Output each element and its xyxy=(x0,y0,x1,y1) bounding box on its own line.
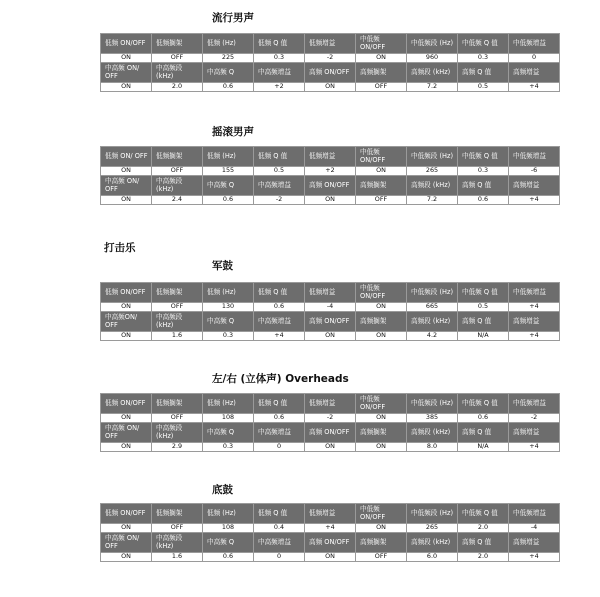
value-cell: 265 xyxy=(407,167,458,176)
header-cell: 低频 ON/OFF xyxy=(101,394,152,414)
table-title-rock-male: 摇滚男声 xyxy=(212,126,254,138)
value-cell: +2 xyxy=(305,167,356,176)
value-cell: 7.2 xyxy=(407,83,458,92)
header-cell: 低频增益 xyxy=(305,34,356,54)
header-cell: 高频 Q 值 xyxy=(458,533,509,553)
header-cell: 中低频 Q 值 xyxy=(458,283,509,303)
value-row xyxy=(101,303,560,312)
header-cell: 低频增益 xyxy=(305,394,356,414)
value-cell: ON xyxy=(101,303,152,312)
value-cell: ON xyxy=(356,524,407,533)
header-cell: 中低频增益 xyxy=(509,34,560,54)
value-cell: ON xyxy=(101,524,152,533)
header-cell: 中高频段 (kHz) xyxy=(152,312,203,332)
header-row xyxy=(101,504,560,524)
header-cell: 中高频 Q xyxy=(203,312,254,332)
header-row xyxy=(101,312,560,332)
value-cell: 7.2 xyxy=(407,196,458,205)
value-cell: ON xyxy=(356,414,407,423)
value-cell: 155 xyxy=(203,167,254,176)
header-cell: 中高频 Q xyxy=(203,176,254,196)
header-cell: 中低频 Q 值 xyxy=(458,394,509,414)
value-row xyxy=(101,414,560,423)
header-cell: 低频 ON/OFF xyxy=(101,283,152,303)
value-cell: ON xyxy=(305,443,356,452)
value-cell: 0.4 xyxy=(254,524,305,533)
header-cell: 低频 Q 值 xyxy=(254,504,305,524)
value-cell: 2.9 xyxy=(152,443,203,452)
header-cell: 中高频增益 xyxy=(254,312,305,332)
header-cell: 中低频 ON/OFF xyxy=(356,283,407,303)
header-cell: 低频增益 xyxy=(305,504,356,524)
eq-settings-table xyxy=(100,393,560,452)
value-cell: 665 xyxy=(407,303,458,312)
value-cell: ON xyxy=(305,83,356,92)
header-cell: 高频 ON/OFF xyxy=(305,533,356,553)
value-cell: ON xyxy=(101,196,152,205)
value-cell: N/A xyxy=(458,443,509,452)
header-row xyxy=(101,533,560,553)
value-cell: 0.3 xyxy=(458,54,509,63)
eq-settings-table xyxy=(100,282,560,341)
value-cell: -2 xyxy=(305,54,356,63)
header-cell: 中低频增益 xyxy=(509,504,560,524)
value-cell: ON xyxy=(305,553,356,562)
value-cell: 265 xyxy=(407,524,458,533)
table-title-snare: 军鼓 xyxy=(212,260,233,272)
value-cell: 0.3 xyxy=(203,332,254,341)
value-cell: 2.0 xyxy=(458,524,509,533)
header-cell: 高频 Q 值 xyxy=(458,63,509,83)
header-cell: 高频 ON/OFF xyxy=(305,63,356,83)
value-cell: ON xyxy=(305,196,356,205)
value-cell: +4 xyxy=(305,524,356,533)
value-cell: 2.4 xyxy=(152,196,203,205)
header-cell: 高频段 (kHz) xyxy=(407,423,458,443)
value-cell: 0.6 xyxy=(458,196,509,205)
value-cell: OFF xyxy=(152,303,203,312)
header-cell: 中低频段 (Hz) xyxy=(407,394,458,414)
header-cell: 低频增益 xyxy=(305,147,356,167)
header-cell: 中高频 ON/ OFF xyxy=(101,423,152,443)
header-cell: 中低频 ON/OFF xyxy=(356,147,407,167)
header-cell: 低频 (Hz) xyxy=(203,34,254,54)
header-cell: 高频 Q 值 xyxy=(458,423,509,443)
header-cell: 中高频增益 xyxy=(254,176,305,196)
header-cell: 低频 (Hz) xyxy=(203,147,254,167)
header-cell: 中低频 ON/OFF xyxy=(356,34,407,54)
value-cell: +4 xyxy=(509,443,560,452)
header-cell: 中高频ON/ OFF xyxy=(101,312,152,332)
value-cell: +4 xyxy=(509,332,560,341)
header-cell: 高频段 (kHz) xyxy=(407,63,458,83)
value-cell: ON xyxy=(101,54,152,63)
value-cell: 2.0 xyxy=(458,553,509,562)
value-cell: OFF xyxy=(152,167,203,176)
value-cell: 0.3 xyxy=(254,54,305,63)
header-cell: 高频增益 xyxy=(509,312,560,332)
header-cell: 低频搁架 xyxy=(152,34,203,54)
header-cell: 高频段 (kHz) xyxy=(407,312,458,332)
value-cell: ON xyxy=(101,332,152,341)
value-cell: 0.6 xyxy=(254,303,305,312)
header-cell: 低频 Q 值 xyxy=(254,34,305,54)
value-cell: 960 xyxy=(407,54,458,63)
header-cell: 高频增益 xyxy=(509,423,560,443)
header-cell: 低频 (Hz) xyxy=(203,394,254,414)
value-row xyxy=(101,83,560,92)
value-cell: N/A xyxy=(458,332,509,341)
header-cell: 中高频 ON/ OFF xyxy=(101,176,152,196)
header-cell: 中低频 ON/OFF xyxy=(356,394,407,414)
value-cell: 1.6 xyxy=(152,332,203,341)
value-cell: ON xyxy=(101,443,152,452)
header-cell: 中低频 Q 值 xyxy=(458,34,509,54)
value-row xyxy=(101,553,560,562)
value-cell: ON xyxy=(356,332,407,341)
value-cell: 0 xyxy=(254,443,305,452)
header-cell: 中高频 Q xyxy=(203,63,254,83)
header-row xyxy=(101,63,560,83)
value-cell: 0.5 xyxy=(458,83,509,92)
eq-settings-table xyxy=(100,503,560,562)
header-cell: 高频搁架 xyxy=(356,312,407,332)
header-cell: 高频 Q 值 xyxy=(458,312,509,332)
header-cell: 高频 ON/OFF xyxy=(305,176,356,196)
value-cell: ON xyxy=(356,167,407,176)
value-cell: 2.0 xyxy=(152,83,203,92)
header-cell: 低频增益 xyxy=(305,283,356,303)
header-cell: 低频 (Hz) xyxy=(203,283,254,303)
value-cell: +4 xyxy=(509,303,560,312)
value-row xyxy=(101,196,560,205)
value-cell: +2 xyxy=(254,83,305,92)
header-cell: 高频增益 xyxy=(509,63,560,83)
header-cell: 中低频段 (Hz) xyxy=(407,34,458,54)
header-row xyxy=(101,176,560,196)
value-cell: 0 xyxy=(509,54,560,63)
table-title-overheads: 左/右 (立体声) Overheads xyxy=(212,373,349,385)
header-cell: 低频 (Hz) xyxy=(203,504,254,524)
value-cell: -2 xyxy=(254,196,305,205)
header-cell: 中低频段 (Hz) xyxy=(407,147,458,167)
eq-settings-table xyxy=(100,146,560,205)
value-cell: 0.6 xyxy=(458,414,509,423)
header-cell: 高频 ON/OFF xyxy=(305,423,356,443)
value-cell: OFF xyxy=(356,196,407,205)
header-cell: 低频 ON/OFF xyxy=(101,504,152,524)
value-cell: -2 xyxy=(509,414,560,423)
value-cell: 130 xyxy=(203,303,254,312)
header-cell: 低频 ON/OFF xyxy=(101,34,152,54)
value-cell: +4 xyxy=(509,553,560,562)
value-cell: ON xyxy=(356,54,407,63)
header-cell: 中低频增益 xyxy=(509,147,560,167)
value-cell: 0.6 xyxy=(203,196,254,205)
header-row xyxy=(101,283,560,303)
value-cell: 1.6 xyxy=(152,553,203,562)
value-row xyxy=(101,167,560,176)
header-cell: 中低频 Q 值 xyxy=(458,504,509,524)
value-cell: 6.0 xyxy=(407,553,458,562)
value-cell: 0.3 xyxy=(203,443,254,452)
header-cell: 中高频 ON/ OFF xyxy=(101,63,152,83)
value-cell: 0.5 xyxy=(254,167,305,176)
value-cell: OFF xyxy=(152,414,203,423)
value-cell: +4 xyxy=(509,196,560,205)
value-cell: 0.5 xyxy=(458,303,509,312)
header-cell: 高频搁架 xyxy=(356,533,407,553)
eq-settings-table xyxy=(100,33,560,92)
header-cell: 低频 Q 值 xyxy=(254,283,305,303)
value-cell: OFF xyxy=(356,83,407,92)
value-cell: 8.0 xyxy=(407,443,458,452)
value-cell: ON xyxy=(305,332,356,341)
header-cell: 中高频 Q xyxy=(203,423,254,443)
value-cell: 0 xyxy=(254,553,305,562)
header-cell: 低频搁架 xyxy=(152,283,203,303)
header-cell: 低频 Q 值 xyxy=(254,394,305,414)
header-row xyxy=(101,147,560,167)
header-cell: 高频增益 xyxy=(509,176,560,196)
value-cell: 0.6 xyxy=(254,414,305,423)
header-cell: 中高频段 (kHz) xyxy=(152,63,203,83)
header-cell: 高频搁架 xyxy=(356,423,407,443)
header-cell: 高频搁架 xyxy=(356,63,407,83)
value-row xyxy=(101,54,560,63)
header-cell: 中低频增益 xyxy=(509,283,560,303)
header-cell: 高频搁架 xyxy=(356,176,407,196)
value-cell: 4.2 xyxy=(407,332,458,341)
header-cell: 低频 ON/ OFF xyxy=(101,147,152,167)
value-cell: ON xyxy=(101,83,152,92)
value-cell: 0.6 xyxy=(203,83,254,92)
header-cell: 中高频增益 xyxy=(254,423,305,443)
value-cell: ON xyxy=(101,414,152,423)
header-cell: 中高频段 (kHz) xyxy=(152,423,203,443)
value-cell: -2 xyxy=(305,414,356,423)
header-cell: 低频搁架 xyxy=(152,394,203,414)
value-cell: OFF xyxy=(152,54,203,63)
header-row xyxy=(101,423,560,443)
value-cell: 225 xyxy=(203,54,254,63)
header-cell: 中高频增益 xyxy=(254,533,305,553)
value-cell: 108 xyxy=(203,414,254,423)
value-cell: +4 xyxy=(509,83,560,92)
value-cell: -4 xyxy=(305,303,356,312)
value-cell: OFF xyxy=(356,553,407,562)
table-title-kick: 底鼓 xyxy=(212,484,233,496)
value-cell: ON xyxy=(101,553,152,562)
header-cell: 中低频段 (Hz) xyxy=(407,283,458,303)
value-row xyxy=(101,332,560,341)
header-cell: 高频 Q 值 xyxy=(458,176,509,196)
value-cell: -4 xyxy=(509,524,560,533)
value-cell: OFF xyxy=(152,524,203,533)
value-cell: ON xyxy=(356,443,407,452)
value-cell: +4 xyxy=(254,332,305,341)
header-cell: 低频搁架 xyxy=(152,504,203,524)
header-cell: 低频搁架 xyxy=(152,147,203,167)
header-cell: 中高频 Q xyxy=(203,533,254,553)
header-cell: 中低频段 (Hz) xyxy=(407,504,458,524)
header-cell: 中低频增益 xyxy=(509,394,560,414)
header-cell: 高频 ON/OFF xyxy=(305,312,356,332)
value-cell: ON xyxy=(356,303,407,312)
header-cell: 中低频 Q 值 xyxy=(458,147,509,167)
header-cell: 高频增益 xyxy=(509,533,560,553)
header-cell: 中高频增益 xyxy=(254,63,305,83)
header-cell: 低频 Q 值 xyxy=(254,147,305,167)
header-cell: 中高频段 (kHz) xyxy=(152,533,203,553)
header-row xyxy=(101,394,560,414)
header-cell: 高频段 (kHz) xyxy=(407,176,458,196)
value-row xyxy=(101,524,560,533)
value-cell: -6 xyxy=(509,167,560,176)
header-cell: 中高频段 (kHz) xyxy=(152,176,203,196)
header-cell: 中高频 ON/ OFF xyxy=(101,533,152,553)
value-cell: 385 xyxy=(407,414,458,423)
value-cell: 108 xyxy=(203,524,254,533)
header-row xyxy=(101,34,560,54)
table-title-pop-male: 流行男声 xyxy=(212,12,254,24)
header-cell: 高频段 (kHz) xyxy=(407,533,458,553)
section-title-percussion: 打击乐 xyxy=(104,242,136,254)
value-cell: 0.3 xyxy=(458,167,509,176)
header-cell: 中低频 ON/OFF xyxy=(356,504,407,524)
value-cell: ON xyxy=(101,167,152,176)
value-row xyxy=(101,443,560,452)
value-cell: 0.6 xyxy=(203,553,254,562)
